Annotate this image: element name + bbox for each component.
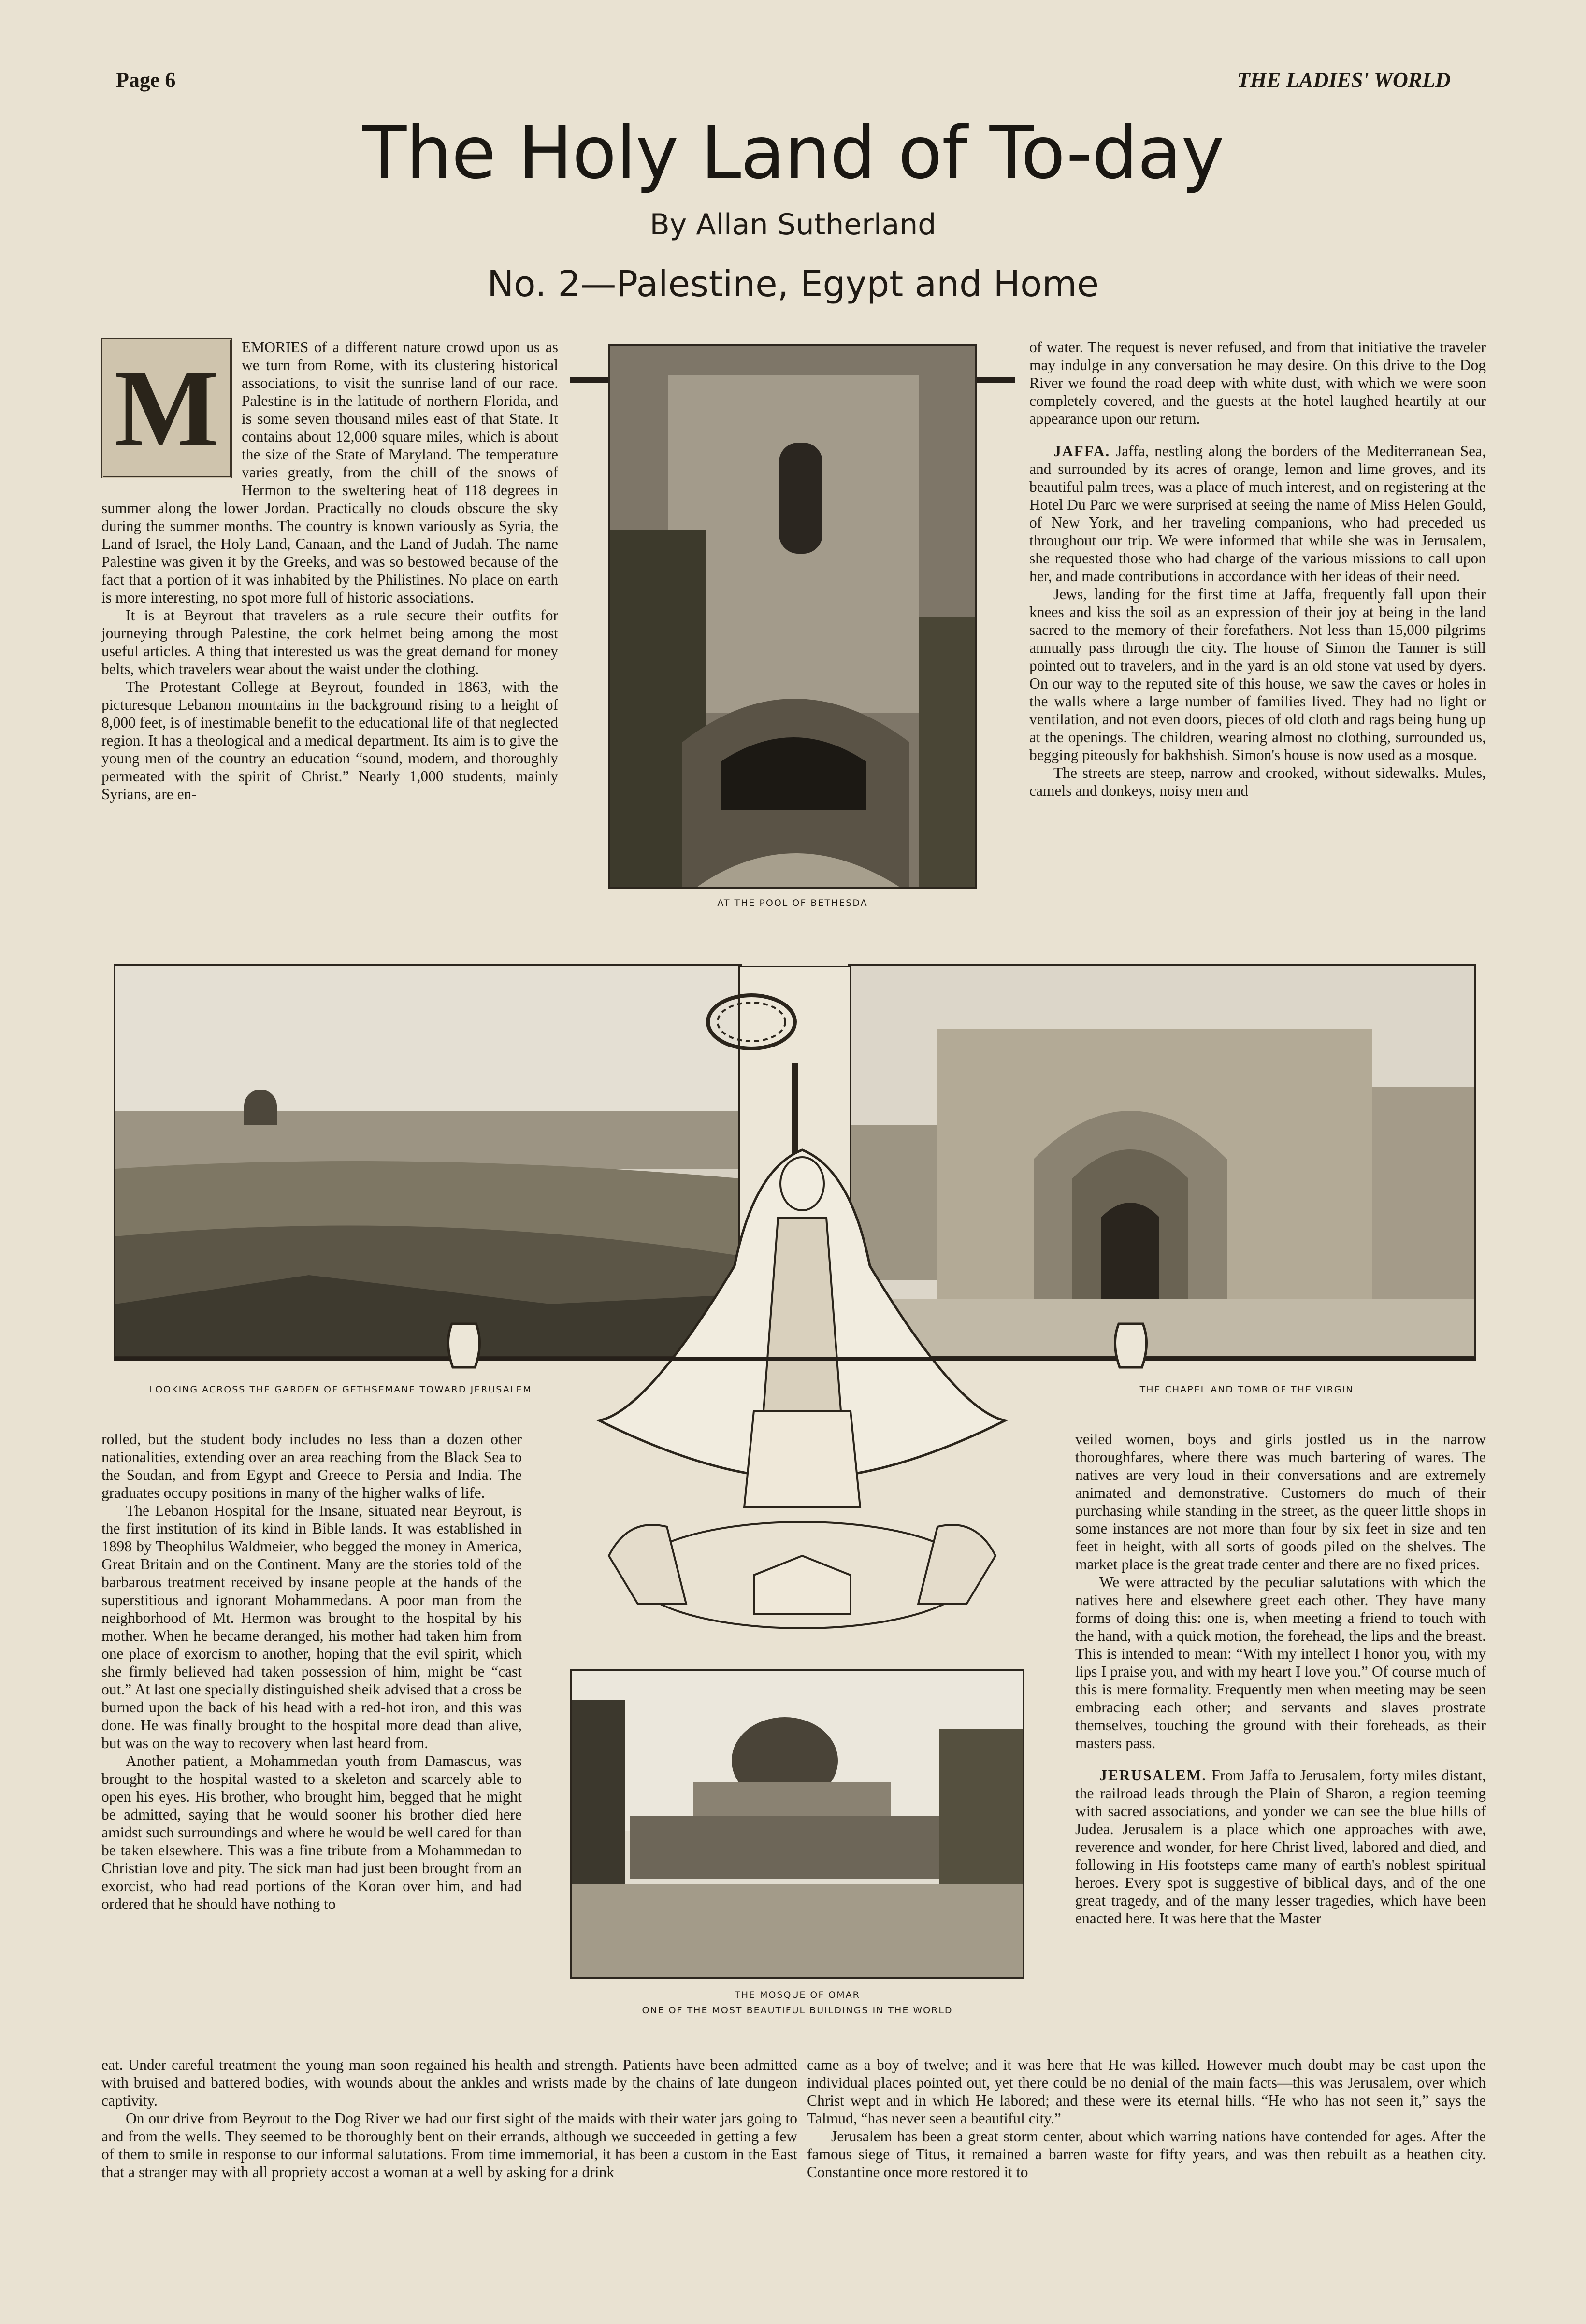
- photo-mosque-of-omar: [570, 1669, 1024, 1979]
- paragraph: EMORIES of a different nature crowd upon us as we turn from Rome, with its clustering historical associations, to visit the sunrise land of our race. Palestine is in the latitude of northern Florida, and is some seven thousand miles east of that State. It contains about 12,000 square miles, which is about the size of the State of Maryland. The temperature varies greatly, from the chill of the snows of Hermon to the sweltering heat of 118 degrees in summer along the lower Jordan. Practically no clouds obscure the sky during the summer months. The country is known variously as Syria, the Land of Israel, the Holy Land, Canaan, and the Land of Judah. The name Palestine was given it by the Greeks, and was so bestowed because of the fact that a portion of it was inhabited by the Philistines. No place on earth is more interesting, no spot more full of historic associations.: [101, 339, 558, 606]
- water-jar-icon: [442, 1319, 486, 1372]
- paragraph: Another patient, a Mohammedan youth from Damascus, was brought to the hospital wasted to a skeleton and scarcely able to open his eyes. His brother, who brought him, begged that he might be admitted, saying that he would sooner his brother died here amidst such surroundings and where he would be well cared for than be taken elsewhere. This was a fine tribute from a Mohammedan to Christian love and pity. The sick man had just been brought from an exorcist, who had read portions of the Koran over him, and had ordered that he should have nothing to: [101, 1752, 522, 1912]
- column-left-bottom: [101, 1430, 522, 2053]
- paragraph: veiled women, boys and girls jostled us in the narrow thoroughfares, where there was much bartering of wares. The natives are very loud in their conversations and are extremely animated and demonstrative. Customers do much of their purchasing while standing in the street, as the queer little shops in some instances are not more than four by six feet in size and ten feet in height, with all sorts of goods piled on the shelves. The market place is the great trade center and there are no fixed prices.: [1075, 1431, 1486, 1573]
- paragraph: It is at Beyrout that travelers as a rule secure their outfits for journeying through Palestine, the cork helmet being among the most useful articles. A thing that interested us was the great demand for money belts, which travelers wear about the waist under the clothing.: [101, 607, 558, 677]
- column-left-top: [101, 338, 558, 930]
- decorative-rule: [570, 377, 609, 383]
- caption-omar-subtitle: ONE OF THE MOST BEAUTIFUL BUILDINGS IN THE WORLD: [642, 2005, 953, 2016]
- decorative-rule: [976, 377, 1015, 383]
- column-right-wide: [807, 2056, 1486, 2268]
- magazine-name: THE LADIES' WORLD: [1237, 68, 1451, 92]
- water-jar-icon: [1109, 1319, 1153, 1372]
- decorative-rule: [114, 1357, 1476, 1361]
- crown-of-thorns-icon: [701, 981, 802, 1063]
- illustration-maid-with-jars: [570, 1140, 1034, 1710]
- paragraph: On our drive from Beyrout to the Dog River we had our first sight of the maids with their water jars going to and from the wells. They seemed to be thoroughly bent on their errands, although we succeeded in getting a few of them to smile in response to our informal salutations. From time immemorial, it has been a custom in the East that a stranger may with all propriety accost a woman at a well by asking for a drink: [101, 2110, 797, 2181]
- paragraph: The streets are steep, narrow and crooked, without sidewalks. Mules, camels and donkeys, noisy men and: [1029, 764, 1486, 799]
- column-left-wide: [101, 2056, 797, 2268]
- paragraph: rolled, but the student body includes no less than a dozen other nationalities, extending over an area reaching from the Black Sea to the Soudan, and from Egypt and Greece to Persia and India. The graduates occupy positions in many of the higher walks of life.: [101, 1431, 522, 1501]
- drop-cap: M: [101, 338, 232, 478]
- paragraph: Jaffa, nestling along the borders of the Mediterranean Sea, and surrounded by its acres of orange, lemon and lime groves, and its beautiful palm trees, was a place of much interest, and on registering at the Hotel Du Parc we were surprised at seeing the name of Miss Helen Gould, of New York, and her traveling companions, who had preceded us throughout our trip. We were informed that while she was in Jerusalem, she requested those who had charge of the various missions to call upon her, and made contributions in accordance with her ideas of their need.: [1029, 443, 1486, 585]
- caption-virgin: THE CHAPEL AND TOMB OF THE VIRGIN: [1139, 1384, 1354, 1395]
- caption-omar-title: THE MOSQUE OF OMAR: [735, 1990, 860, 2000]
- section-head-jerusalem: JERUSALEM.: [1099, 1767, 1207, 1784]
- caption-bethesda: AT THE POOL OF BETHESDA: [717, 898, 868, 908]
- article-title: The Holy Land of To-day: [362, 111, 1224, 195]
- article-subtitle: No. 2—Palestine, Egypt and Home: [487, 263, 1099, 305]
- section-head-jaffa: JAFFA.: [1053, 443, 1110, 459]
- paragraph: of water. The request is never refused, and from that initiative the traveler may indulge in any conversation he may desire. On this drive to the Dog River we found the road deep with white dust, with which we were soon completely covered, and the guests at the hotel laughed heartily at our appearance upon our return.: [1029, 339, 1486, 427]
- page-number: Page 6: [116, 68, 176, 92]
- byline: By Allan Sutherland: [649, 208, 937, 242]
- paragraph: The Lebanon Hospital for the Insane, situated near Beyrout, is the first institution of its kind in Bible lands. It was established in 1898 by Theophilus Waldmeier, who begged the money in America, Great Britain and on the Continent. Many are the stories told of the barbarous treatment received by insane people at the hands of the superstitious and ignorant Mohammedans. A poor man from the neighborhood of Mt. Hermon was brought to the hospital by his mother. When he became deranged, his mother had taken him from one place of exorcism to another, hoping that the evil spirit, which she firmly believed had taken possession of him, might be “cast out.” At last one specially distinguished sheik advised that a cross be burned upon the back of his head with a red-hot iron, and this was done. He was finally brought to the hospital more dead than alive, but was on the way to recovery when last heard from.: [101, 1502, 522, 1751]
- caption-gethsemane: LOOKING ACROSS THE GARDEN OF GETHSEMANE TOWARD JERUSALEM: [149, 1384, 532, 1395]
- column-right-bottom: [1075, 1430, 1486, 2053]
- paragraph: Jerusalem has been a great storm center, about which warring nations have contended for ages. After the famous siege of Titus, it remained a barren waste for fifty years, and was then rebuilt as a heathen city. Constantine once more restored it to: [807, 2128, 1486, 2181]
- paragraph: We were attracted by the peculiar salutations with which the natives here and elsewhere greet each other. They have many forms of doing this: one is, when meeting a friend to touch with the hand, with a quick motion, the forehead, the lips and the breast. This is intended to mean: “With my intellect I honor you, with my lips I praise you, and with my heart I love you.” Of course much of this is mere formality. Frequently men when meeting may be seen embracing each other; and servants and slaves prostrate themselves, touching the ground with their foreheads, as their masters pass.: [1075, 1574, 1486, 1751]
- paragraph: The Protestant College at Beyrout, founded in 1863, with the picturesque Lebanon mountains in the background rising to a height of 8,000 feet, is of inestimable benefit to the educational life of that neglected region. It has a theological and a medical department. Its aim is to give the young men of the country an education “sound, modern, and thoroughly permeated with the spirit of Christ.” Nearly 1,000 students, mainly Syrians, are en-: [101, 678, 558, 803]
- photo-pool-of-bethesda: [608, 344, 977, 889]
- column-right-top: [1029, 338, 1486, 930]
- paragraph: eat. Under careful treatment the young man soon regained his health and strength. Patients have been admitted with bruised and battered bodies, with wounds about the ankles and wrists made by the chains of late dungeon captivity.: [101, 2056, 797, 2109]
- paragraph: From Jaffa to Jerusalem, forty miles distant, the railroad leads through the Plain of Sharon, a region teeming with sacred associations, and yonder we can see the blue hills of Judea. Jerusalem is a place which one approaches with awe, reverence and wonder, for here Christ lived, labored and died, and following in His footsteps came many of earth's noblest spiritual heroes. Every spot is suggestive of biblical days, and of the one great tragedy, and of the many lesser tragedies, which have been enacted here. It was here that the Master: [1075, 1767, 1486, 1927]
- paragraph: came as a boy of twelve; and it was here that He was killed. However much doubt may be cast upon the individual places pointed out, yet there could be no denial of the main facts—this was Jerusalem, over which Christ wept and in which He labored; and these were its eternal hills. “He who has not seen it,” says the Talmud, “has never seen a beautiful city.”: [807, 2056, 1486, 2127]
- paragraph: Jews, landing for the first time at Jaffa, frequently fall upon their knees and kiss the soil as an expression of their joy at being in the land sacred to the memory of their forefathers. Not less than 15,000 pilgrims annually pass through the city. The house of Simon the Tanner is still pointed out to travelers, and in the yard is an old stone vat used by dyers. On our way to the reputed site of this house, we saw the caves or holes in the walls where a large number of families lived. They had no light or ventilation, and not even doors, pieces of old cloth and rags being hung up at the openings. The children, wearing almost no clothing, surrounded us, begging piteously for bakhshish. Simon's house is now used as a mosque.: [1029, 586, 1486, 763]
